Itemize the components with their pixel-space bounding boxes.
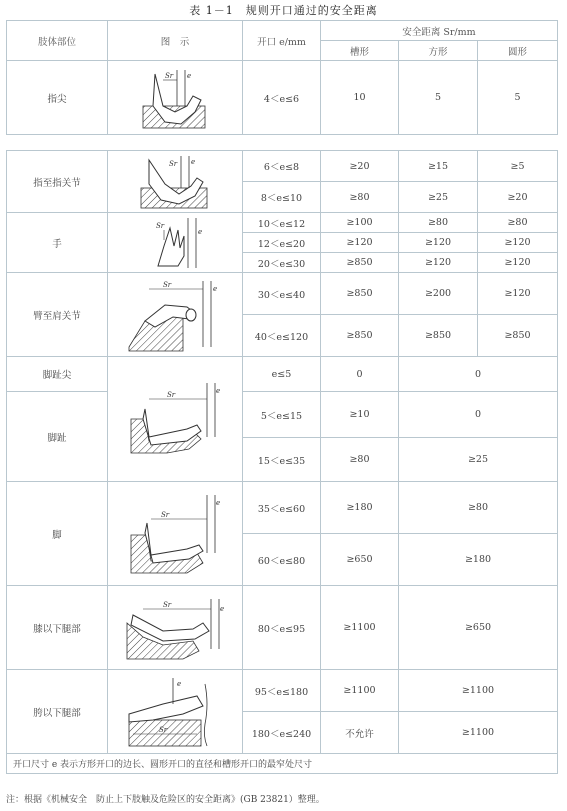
knee-range: 80＜e≤95: [243, 586, 321, 670]
arm-range-2: 40＜e≤120: [243, 315, 321, 357]
knee-square-round: ≥650: [399, 586, 558, 670]
header-illustration: 图 示: [108, 21, 243, 61]
arm-round-2: ≥850: [478, 315, 558, 357]
fingertip-diagram-icon: [135, 66, 215, 130]
header-opening: 开口 e/mm: [243, 21, 321, 61]
toe-diagram-icon: [127, 379, 223, 459]
hand-square-2: ≥120: [399, 233, 478, 253]
toe-slot-1: ≥10: [321, 392, 399, 438]
hip-leg-figure: [108, 670, 243, 754]
hip-square-round-1: ≥1100: [399, 670, 558, 712]
arm-slot-1: ≥850: [321, 273, 399, 315]
hip-slot-2: 不允许: [321, 712, 399, 754]
foot-square-round-2: ≥180: [399, 534, 558, 586]
finger-square-2: ≥25: [399, 182, 478, 213]
source-note: 注：根据《机械安全 防止上下肢触及危险区的安全距离》(GB 23821）整理。: [6, 795, 325, 805]
hip-range-1: 95＜e≤180: [243, 670, 321, 712]
part-below-knee: 膝以下腿部: [7, 586, 108, 670]
hand-square-3: ≥120: [399, 253, 478, 273]
opening-note: 开口尺寸 e 表示方形开口的边长、圆形开口的直径和槽形开口的最窄处尺寸: [7, 754, 558, 774]
header-body-part: 肢体部位: [7, 21, 108, 61]
finger-square-1: ≥15: [399, 151, 478, 182]
fingertip-figure: [108, 61, 243, 135]
svg-text:Sr: Sr: [169, 159, 178, 168]
finger-range-2: 8＜e≤10: [243, 182, 321, 213]
svg-text:Sr: Sr: [156, 221, 165, 230]
toe-range-2: 15＜e≤35: [243, 438, 321, 482]
part-below-hip: 胯以下腿部: [7, 670, 108, 754]
table-gap: [7, 135, 558, 151]
svg-text:Sr: Sr: [159, 725, 168, 734]
fingertip-round: 5: [478, 61, 558, 135]
finger-slot-2: ≥80: [321, 182, 399, 213]
hand-slot-1: ≥100: [321, 213, 399, 233]
fingertip-slot: 10: [321, 61, 399, 135]
svg-text:Sr: Sr: [165, 71, 174, 80]
toe-range-1: 5＜e≤15: [243, 392, 321, 438]
part-hand: 手: [7, 213, 108, 273]
hand-diagram-icon: [140, 216, 210, 270]
finger-figure: [108, 151, 243, 213]
svg-text:Sr: Sr: [163, 280, 172, 289]
toe-tip-slot: 0: [321, 357, 399, 392]
svg-text:e: e: [177, 679, 182, 688]
toe-square-round-1: 0: [399, 392, 558, 438]
hip-leg-diagram-icon: [123, 674, 227, 750]
foot-range-1: 35＜e≤60: [243, 482, 321, 534]
arm-diagram-icon: [125, 277, 225, 353]
arm-square-1: ≥200: [399, 273, 478, 315]
foot-figure: [108, 482, 243, 586]
part-finger-joint: 指至指关节: [7, 151, 108, 213]
header-safety-distance: 安全距离 Sr/mm: [321, 21, 558, 41]
foot-diagram-icon: [127, 489, 223, 579]
fingertip-range: 4＜e≤6: [243, 61, 321, 135]
toe-figure: [108, 357, 243, 482]
part-toe-tip: 脚趾尖: [7, 357, 108, 392]
arm-slot-2: ≥850: [321, 315, 399, 357]
svg-text:e: e: [191, 157, 196, 166]
table-title: 表 1－1 规则开口通过的安全距离: [189, 4, 378, 17]
svg-text:Sr: Sr: [167, 391, 176, 399]
svg-text:e: e: [216, 387, 221, 395]
hip-range-2: 180＜e≤240: [243, 712, 321, 754]
safety-distance-table: [6, 20, 558, 774]
knee-leg-diagram-icon: [123, 593, 227, 663]
toe-slot-2: ≥80: [321, 438, 399, 482]
part-arm: 臂至肩关节: [7, 273, 108, 357]
finger-slot-1: ≥20: [321, 151, 399, 182]
header-square: 方形: [399, 41, 478, 61]
hand-range-1: 10＜e≤12: [243, 213, 321, 233]
svg-text:e: e: [216, 498, 221, 507]
svg-text:e: e: [213, 284, 218, 293]
hand-round-1: ≥80: [478, 213, 558, 233]
part-fingertip: 指尖: [7, 61, 108, 135]
fingertip-square: 5: [399, 61, 478, 135]
part-toe: 脚趾: [7, 392, 108, 482]
hand-slot-3: ≥850: [321, 253, 399, 273]
hand-round-3: ≥120: [478, 253, 558, 273]
hip-square-round-2: ≥1100: [399, 712, 558, 754]
hand-range-3: 20＜e≤30: [243, 253, 321, 273]
header-round: 圆形: [478, 41, 558, 61]
hand-figure: [108, 213, 243, 273]
foot-range-2: 60＜e≤80: [243, 534, 321, 586]
finger-diagram-icon: [135, 154, 215, 210]
finger-round-1: ≥5: [478, 151, 558, 182]
toe-tip-range: e≤5: [243, 357, 321, 392]
arm-round-1: ≥120: [478, 273, 558, 315]
finger-round-2: ≥20: [478, 182, 558, 213]
arm-square-2: ≥850: [399, 315, 478, 357]
knee-slot: ≥1100: [321, 586, 399, 670]
finger-range-1: 6＜e≤8: [243, 151, 321, 182]
svg-text:e: e: [187, 71, 192, 80]
header-slot: 槽形: [321, 41, 399, 61]
foot-square-round-1: ≥80: [399, 482, 558, 534]
hand-range-2: 12＜e≤20: [243, 233, 321, 253]
foot-slot-2: ≥650: [321, 534, 399, 586]
svg-text:e: e: [198, 227, 203, 236]
toe-square-round-2: ≥25: [399, 438, 558, 482]
svg-text:Sr: Sr: [163, 600, 172, 609]
arm-range-1: 30＜e≤40: [243, 273, 321, 315]
hip-slot-1: ≥1100: [321, 670, 399, 712]
hand-square-1: ≥80: [399, 213, 478, 233]
hand-slot-2: ≥120: [321, 233, 399, 253]
svg-text:e: e: [220, 604, 225, 613]
toe-tip-square-round: 0: [399, 357, 558, 392]
foot-slot-1: ≥180: [321, 482, 399, 534]
part-foot: 脚: [7, 482, 108, 586]
knee-leg-figure: [108, 586, 243, 670]
hand-round-2: ≥120: [478, 233, 558, 253]
svg-text:Sr: Sr: [161, 510, 170, 519]
arm-figure: [108, 273, 243, 357]
